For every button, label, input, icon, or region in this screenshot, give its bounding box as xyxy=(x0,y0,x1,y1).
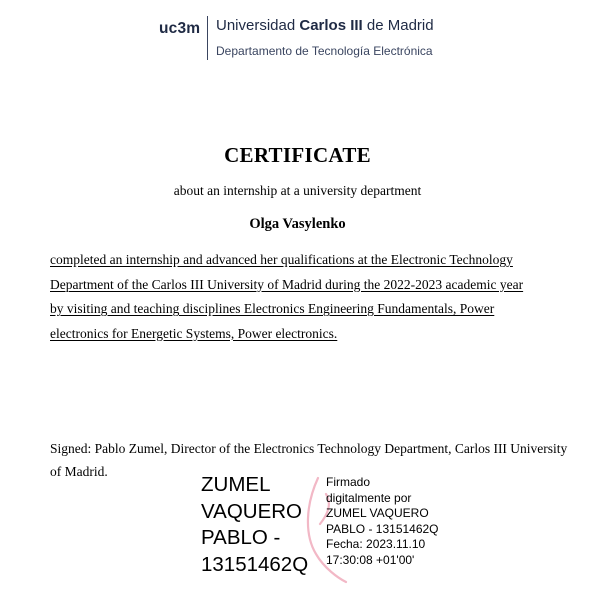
signed-statement: Signed: Pablo Zumel, Director of the Electronics Technology Department, Carlos III University of Madrid. xyxy=(50,441,568,479)
signature-detail-line: ZUMEL VAQUERO xyxy=(326,506,429,520)
body-line: completed an internship and advanced her qualifications at the Electronic Technology xyxy=(50,252,513,267)
signature-name-line: PABLO - xyxy=(201,526,281,549)
body-line: by visiting and teaching disciplines Electronics Engineering Fundamentals, Power xyxy=(50,301,495,316)
signature-detail-line: Firmado xyxy=(326,475,371,489)
university-logo xyxy=(159,16,434,62)
certificate-body xyxy=(50,248,550,346)
university-name xyxy=(216,16,434,36)
department-name: Departamento de Tecnología Electrónica xyxy=(216,44,433,58)
signature-name-line: ZUMEL xyxy=(201,473,271,496)
certificate-subtitle: about an internship at a university department xyxy=(173,183,422,198)
body-line: electronics for Energetic Systems, Power electronics. xyxy=(50,325,338,341)
recipient-name: Olga Vasylenko xyxy=(249,216,346,232)
logo-divider xyxy=(207,16,208,60)
university-prefix: Universidad xyxy=(216,17,300,34)
signature-details xyxy=(326,475,476,568)
signature-detail-line: digitalmente por xyxy=(326,490,412,505)
body-line: Department of the Carlos III University of Madrid during the 2022-2023 academic year xyxy=(50,276,524,292)
university-bold: Carlos III xyxy=(299,17,363,34)
signature-name xyxy=(201,472,311,578)
university-suffix: de Madrid xyxy=(362,17,434,34)
logo-mark: uc3m xyxy=(159,20,201,37)
signature-detail-line: 17:30:08 +01'00' xyxy=(326,552,415,567)
signature-detail-line: Fecha: 2023.11.10 xyxy=(326,537,426,551)
signature-detail-line: PABLO - 13151462Q xyxy=(326,521,439,536)
signature-name-line: 13151462Q xyxy=(201,552,309,576)
certificate-title: CERTIFICATE xyxy=(224,143,371,167)
signature-name-line: VAQUERO xyxy=(201,499,302,523)
logo-text xyxy=(216,16,434,60)
